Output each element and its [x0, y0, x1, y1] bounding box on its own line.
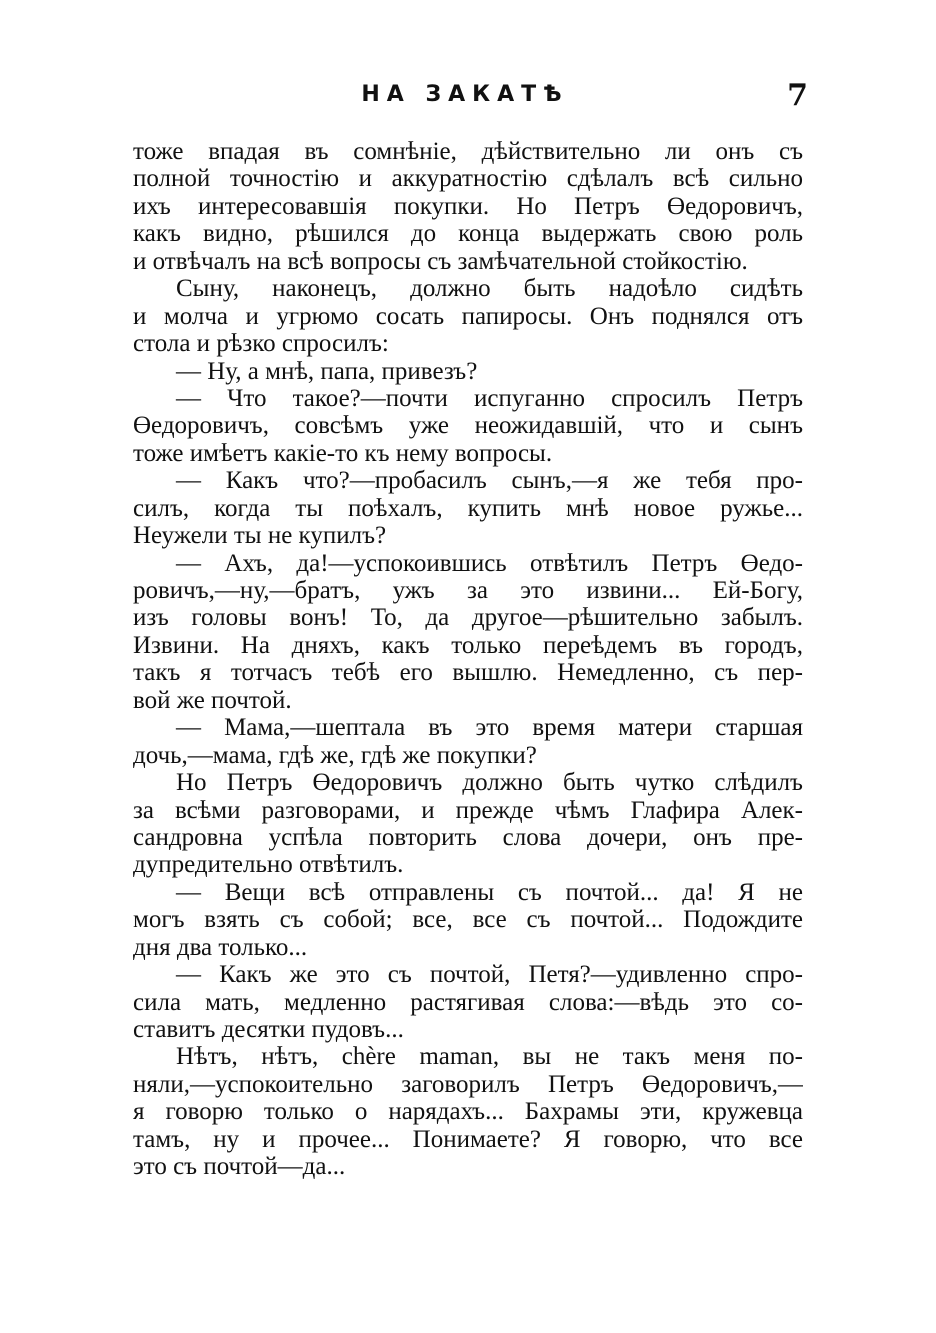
text-line: тамъ, ну и прочее... Понимаете? Я говорю, что все	[133, 1125, 803, 1153]
text-line: Өедоровичъ, совсѣмъ уже неожидавшій, что и сынъ	[133, 412, 803, 440]
text-line: ихъ интересовавшія покупки. Но Петръ Өедоровичъ,	[133, 192, 803, 220]
text-line: силъ, когда ты поѣхалъ, купить мнѣ новое ружье...	[133, 494, 803, 522]
text-line: ровичъ,—ну,—братъ, ужъ за это извини... Ей-Богу,	[133, 577, 803, 604]
page-header	[0, 78, 936, 116]
text-line: тоже впадая въ сомнѣніе, дѣйствительно ли онъ съ	[133, 138, 803, 165]
running-title: НА ЗАКАТѢ	[361, 82, 569, 107]
text-line: дня два только...	[133, 933, 308, 961]
text-line: Нѣтъ, нѣтъ, chère maman, вы не такъ меня по-	[176, 1043, 803, 1071]
text-line: дочь,—мама, гдѣ же, гдѣ же покупки?	[133, 741, 537, 769]
text-line: это съ почтой—да...	[133, 1153, 346, 1181]
text-line: — Что такое?—почти испуганно спросилъ Петръ	[176, 384, 803, 412]
text-line: тоже имѣетъ какіе-то къ нему вопросы.	[133, 439, 553, 467]
text-line: — Какъ что?—пробасилъ сынъ,—я же тебя про-	[176, 467, 803, 495]
text-line: Но Петръ Өедоровичъ должно быть чутко слѣдилъ	[176, 769, 803, 797]
text-line: я говорю только о нарядахъ... Бахрамы эти, кружевца	[133, 1098, 803, 1126]
text-line: могъ взять съ собой; все, все съ почтой... Подождите	[133, 906, 803, 934]
text-line: — Мама,—шептала въ это время матери старшая	[176, 714, 803, 742]
text-line: и молча и угрюмо сосать папиросы. Онъ поднялся отъ	[133, 302, 803, 330]
text-line: Неужели ты не купилъ?	[133, 522, 387, 550]
text-line: стола и рѣзко спросилъ:	[133, 330, 389, 358]
text-line: за всѣми разговорами, и прежде чѣмъ Глафира Алек-	[133, 796, 803, 824]
text-line: ставитъ десятки пудовъ...	[133, 1016, 404, 1043]
text-line: дупредительно отвѣтилъ.	[133, 851, 404, 879]
text-line: — Ахъ, да!—успокоившись отвѣтилъ Петръ Өедо-	[176, 549, 803, 577]
text-line: изъ головы вонъ! То, да другое—рѣшительно забылъ.	[133, 604, 803, 632]
page-number: 7	[787, 78, 808, 113]
text-line: и отвѣчалъ на всѣ вопросы съ замѣчательной стойкостію.	[133, 247, 748, 275]
text-line: сила мать, медленно растягивая слова:—вѣдь это со-	[133, 988, 803, 1016]
text-line: няли,—успокоительно заговорилъ Петръ Өедоровичъ,—	[133, 1070, 803, 1098]
text-line: какъ видно, рѣшился до конца выдержать свою роль	[133, 220, 803, 248]
text-line: такъ я тотчасъ тебѣ его вышлю. Немедленно, съ пер-	[133, 659, 803, 687]
text-line: — Какъ же это съ почтой, Петя?—удивленно спро-	[176, 961, 803, 989]
text-line: вой же почтой.	[133, 686, 292, 714]
text-line: Сыну, наконецъ, должно быть надоѣло сидѣть	[176, 275, 803, 303]
body-text	[133, 138, 803, 1181]
text-line: Извини. На дняхъ, какъ только переѣдемъ въ городъ,	[133, 631, 803, 659]
text-line: — Ну, а мнѣ, папа, привезъ?	[176, 357, 478, 385]
text-line: сандровна успѣла повторить слова дочери, онъ пре-	[133, 823, 803, 851]
text-line: полной точностію и аккуратностію сдѣлалъ всѣ сильно	[133, 165, 803, 193]
text-line: — Вещи всѣ отправлены съ почтой... да! Я не	[176, 878, 803, 906]
